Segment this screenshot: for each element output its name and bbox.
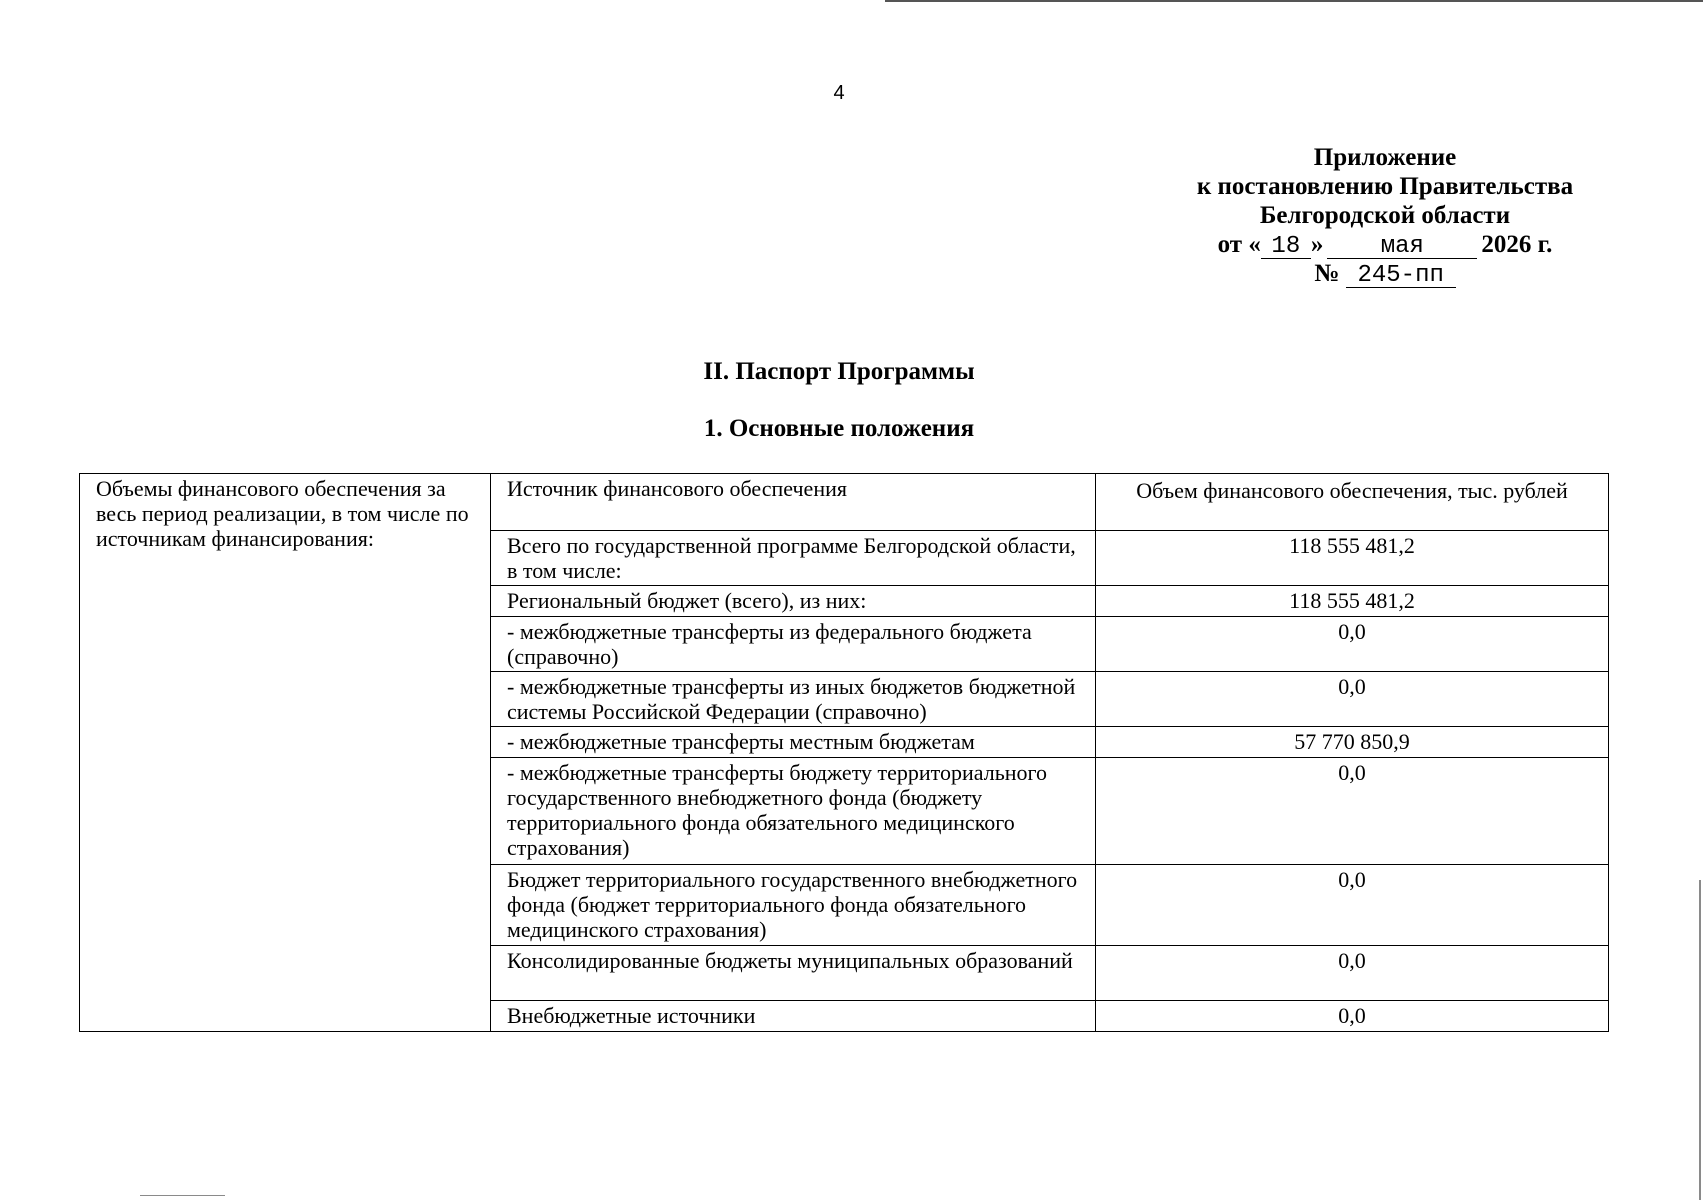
row-source: - межбюджетные трансферты из федерального бюджета (справочно) <box>491 617 1096 672</box>
row-source: - межбюджетные трансферты из иных бюджетов бюджетной системы Российской Федерации (справочно) <box>491 672 1096 727</box>
row-source: - межбюджетные трансферты бюджету территориального государственного внебюджетного фонда (бюджету территориального фонда обязательного медицинского страхования) <box>491 758 1096 865</box>
row-value: 118 555 481,2 <box>1096 531 1609 586</box>
financing-label-cell: Объемы финансового обеспечения за весь период реализации, в том числе по источникам финансирования: <box>80 474 491 1032</box>
date-prefix: от « <box>1217 231 1261 258</box>
appendix-resolution: к постановлению Правительства <box>1196 173 1574 200</box>
row-value: 118 555 481,2 <box>1096 586 1609 617</box>
row-value: 0,0 <box>1096 1001 1609 1032</box>
number-value: 245-пп <box>1346 265 1456 288</box>
date-mid: » <box>1310 231 1324 258</box>
appendix-date <box>1170 230 1600 259</box>
scan-mark-bottom <box>140 1195 225 1196</box>
row-value: 57 770 850,9 <box>1096 727 1609 758</box>
page-number: 4 <box>833 82 845 104</box>
header-value: Объем финансового обеспечения, тыс. рублей <box>1096 474 1609 531</box>
table-header-row <box>80 474 1609 531</box>
appendix-block <box>1170 143 1600 288</box>
row-source: Региональный бюджет (всего), из них: <box>491 586 1096 617</box>
appendix-number <box>1170 259 1600 288</box>
row-source: Внебюджетные источники <box>491 1001 1096 1032</box>
row-value: 0,0 <box>1096 865 1609 946</box>
date-year: 2026 г. <box>1481 231 1553 258</box>
scan-edge-top <box>885 0 1703 2</box>
date-day: 18 <box>1261 236 1311 259</box>
row-source: - межбюджетные трансферты местным бюджетам <box>491 727 1096 758</box>
row-value: 0,0 <box>1096 946 1609 1001</box>
section-title: II. Паспорт Программы <box>703 358 975 385</box>
appendix-region: Белгородской области <box>1259 202 1511 229</box>
appendix-title: Приложение <box>1313 144 1457 171</box>
header-source: Источник финансового обеспечения <box>491 474 1096 531</box>
row-source: Бюджет территориального государственного внебюджетного фонда (бюджет территориального фонда обязательного медицинского страхования) <box>491 865 1096 946</box>
row-source: Консолидированные бюджеты муниципальных образований <box>491 946 1096 1001</box>
row-value: 0,0 <box>1096 758 1609 865</box>
row-value: 0,0 <box>1096 617 1609 672</box>
subsection-title: 1. Основные положения <box>703 415 975 442</box>
date-month: мая <box>1327 236 1477 259</box>
financing-table <box>79 473 1609 1032</box>
row-value: 0,0 <box>1096 672 1609 727</box>
row-source: Всего по государственной программе Белгородской области, в том числе: <box>491 531 1096 586</box>
number-prefix: № <box>1314 260 1340 287</box>
scan-edge-right <box>1699 880 1701 1200</box>
